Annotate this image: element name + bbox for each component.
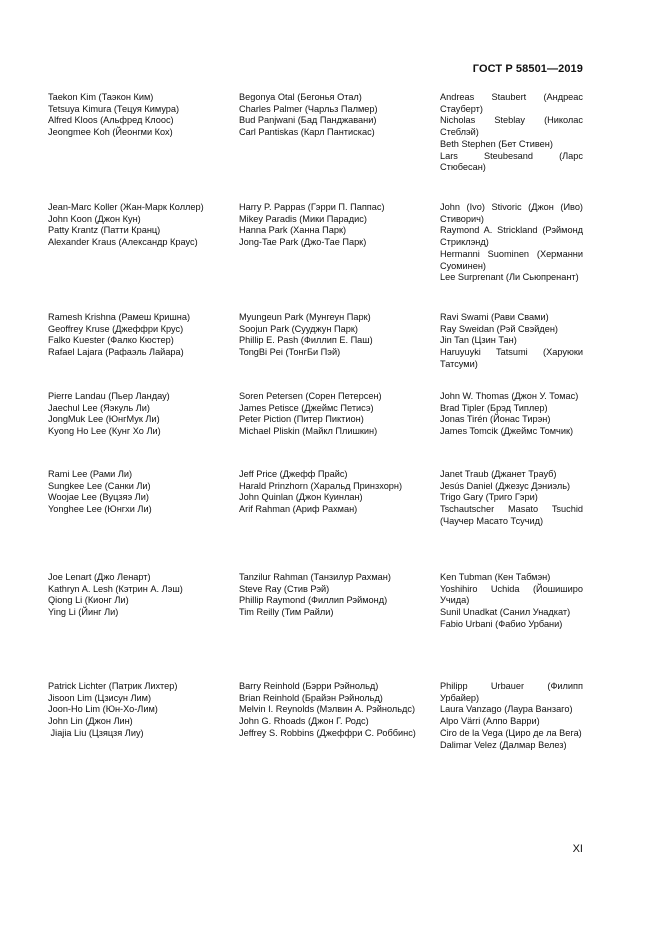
contributor-name: Ray Sweidan (Рэй Свэйден) (440, 323, 558, 334)
contributor-name: Alexander Kraus (Александр Краус) (48, 237, 198, 248)
contributor-name: Pierre Landau (Пьер Ландау) (48, 391, 170, 401)
contributor-name: Jiajia Liu (Цзяцзя Лиу) (48, 727, 144, 738)
contributor-name: Jean-Marc Koller (Жан-Марк Коллер) (48, 202, 204, 212)
contributor-name: Yonghee Lee (Юнгхи Ли) (48, 504, 152, 515)
contributor-name: Laura Vanzago (Лаура Ванзаго) (440, 704, 573, 715)
contributor-name: Harald Prinzhorn (Харальд Принзхорн) (239, 480, 403, 491)
contributor-name: Sunil Unadkat (Санил Унадкат) (440, 607, 571, 618)
contributor-name: Melvin I. Reynolds (Мэлвин А. Рэйнольдс) (239, 704, 416, 715)
column-left (48, 469, 230, 516)
contributor-name: Haruyuyki Tatsumi (Харуюки Татсуми) (440, 347, 583, 369)
contributor-name: Ken Tubman (Кен Табмэн) (440, 572, 551, 582)
contributor-name: Jonas Tirén (Йонас Тирэн) (440, 414, 551, 425)
contributor-name: Taekon Kim (Таэкон Ким) (48, 92, 154, 102)
column-right (440, 391, 583, 438)
contributor-name: Mikey Paradis (Мики Парадис) (239, 213, 367, 224)
contributor-name: Harry P. Pappas (Гэрри П. Паппас) (239, 202, 385, 212)
contributor-name: Yoshihiro Uchida (Йошиширо Учида) (440, 583, 583, 606)
column-middle (239, 391, 431, 438)
contributor-name: TongBi Pei (ТонгБи Пэй) (239, 347, 341, 358)
contributor-name: Tschautscher Masato Tsuchid (Чаучер Масато Тсучид) (440, 504, 583, 526)
contributor-name: Nicholas Steblay (Николас Стеблэй) (440, 115, 583, 138)
column-middle (239, 202, 431, 249)
contributor-name: Qiong Li (Кионг Ли) (48, 595, 129, 606)
contributor-name: Steve Ray (Стив Рэй) (239, 583, 330, 594)
contributor-name: Myungeun Park (Мунгеун Парк) (239, 312, 371, 322)
contributor-name: Patty Krantz (Патти Кранц) (48, 225, 161, 236)
column-right (440, 681, 583, 751)
column-middle (239, 572, 431, 619)
contributor-name: Fabio Urbani (Фабио Урбани) (440, 618, 563, 629)
contributor-name: Jin Tan (Цзин Тан) (440, 335, 517, 346)
contributor-name: John G. Rhoads (Джон Г. Родс) (239, 716, 369, 727)
contributor-name: Philipp Urbauer (Филипп Урбайер) (440, 681, 583, 703)
contributor-name: Hermanni Suominen (Херманни Суоминен) (440, 248, 583, 271)
contributor-name: Lee Surprenant (Ли Сьюпренант) (440, 272, 579, 283)
contributor-name: Bud Panjwani (Бад Панджавани) (239, 115, 377, 126)
contributor-name: Carl Pantiskas (Карл Пантискас) (239, 127, 375, 138)
contributor-name: Trigo Gary (Триго Гэри) (440, 492, 538, 503)
column-middle (239, 92, 431, 139)
contributor-name: John (Ivo) Stivoric (Джон (Иво) Стиворич) (440, 202, 583, 224)
contributor-name: Tetsuya Kimura (Тецуя Кимура) (48, 103, 180, 114)
contributor-name: Charles Palmer (Чарльз Палмер) (239, 103, 378, 114)
contributor-name: Tim Reilly (Тим Райли) (239, 607, 334, 618)
contributor-name: Hanna Park (Ханна Парк) (239, 225, 347, 236)
contributor-name: Alpo Värri (Алпо Варри) (440, 716, 540, 727)
contributor-name: Sungkee Lee (Санки Ли) (48, 480, 151, 491)
contributor-name: Patrick Lichter (Патрик Лихтер) (48, 681, 178, 691)
contributor-name: James Tomcik (Джеймс Томчик) (440, 426, 574, 437)
contributor-name: Woojae Lee (Вуцзяэ Ли) (48, 492, 149, 503)
contributor-name: Rami Lee (Рами Ли) (48, 469, 133, 479)
column-left (48, 391, 230, 438)
contributor-name: Falko Kuester (Фалко Кюстер) (48, 335, 174, 346)
column-right (440, 572, 583, 631)
contributor-name: John Koon (Джон Кун) (48, 213, 141, 224)
contributor-name: JongMuk Lee (ЮнгМук Ли) (48, 414, 160, 425)
contributor-name: Brian Reinhold (Брайэн Рэйнольд) (239, 692, 383, 703)
column-left (48, 92, 230, 139)
contributor-name: Jaechul Lee (Яэкуль Ли) (48, 402, 150, 413)
contributor-name: Geoffrey Kruse (Джеффри Крус) (48, 323, 184, 334)
contributor-name: Ying Li (Йинг Ли) (48, 607, 119, 618)
contributor-name: Jong-Tae Park (Джо-Тае Парк) (239, 237, 367, 248)
column-middle (239, 681, 431, 740)
contributor-name: John Lin (Джон Лин) (48, 716, 133, 727)
contributor-name: Kathryn A. Lesh (Кэтрин А. Лэш) (48, 583, 183, 594)
contributor-name: James Petisce (Джеймс Петисэ) (239, 402, 374, 413)
standard-header: ГОСТ Р 58501—2019 (472, 63, 583, 75)
contributor-name: Tanzilur Rahman (Танзилур Рахман) (239, 572, 391, 582)
contributor-name: Ciro de la Vega (Циро де ла Вега) (440, 727, 582, 738)
column-middle (239, 312, 431, 359)
contributor-name: Michael Pliskin (Майкл Плишкин) (239, 426, 378, 437)
column-left (48, 681, 230, 740)
contributor-name: Jeongmee Koh (Йеонгми Кох) (48, 127, 173, 138)
column-right (440, 469, 583, 528)
contributor-name: Jeff Price (Джефф Прайс) (239, 469, 348, 479)
contributor-name: Alfred Kloos (Альфред Клоос) (48, 115, 174, 126)
contributor-name: Lars Steubesand (Ларс Стюбесан) (440, 150, 583, 173)
contributor-name: Jeffrey S. Robbins (Джеффри С. Роббинс) (239, 727, 416, 738)
contributor-name: Soren Petersen (Сорен Петерсен) (239, 391, 382, 401)
contributor-name: Arif Rahman (Ариф Рахман) (239, 504, 358, 515)
contributor-name: Andreas Staubert (Андреас Стауберт) (440, 92, 583, 114)
contributor-name: Jisoon Lim (Цзисун Лим) (48, 692, 152, 703)
contributor-name: Phillip E. Pash (Филлип Е. Паш) (239, 335, 373, 346)
column-middle (239, 469, 431, 516)
contributor-name: Ramesh Krishna (Рамеш Кришна) (48, 312, 191, 322)
contributor-name: Raymond A. Strickland (Рэймонд Стриклэнд) (440, 225, 583, 248)
contributor-name: Beth Stephen (Бет Стивен) (440, 138, 553, 149)
page-number: XI (572, 843, 583, 855)
contributor-name: Peter Piction (Питер Пиктион) (239, 414, 364, 425)
contributor-name: Ravi Swami (Рави Свами) (440, 312, 549, 322)
contributor-name: John Quinlan (Джон Куинлан) (239, 492, 363, 503)
contributor-name: Rafael Lajara (Рафаэль Лайара) (48, 347, 184, 358)
contributor-name: Joon-Ho Lim (Юн-Хо-Лим) (48, 704, 158, 715)
column-right (440, 202, 583, 284)
contributor-name: Janet Traub (Джанет Трауб) (440, 469, 557, 479)
column-left (48, 312, 230, 359)
column-right (440, 312, 583, 371)
contributor-name: Soojun Park (Сууджун Парк) (239, 323, 358, 334)
contributor-name: Dalimar Velez (Далмар Велез) (440, 739, 567, 750)
contributor-name: John W. Thomas (Джон У. Томас) (440, 391, 579, 401)
column-right (440, 92, 583, 174)
contributor-name: Kyong Ho Lee (Кунг Хо Ли) (48, 426, 161, 437)
contributor-name: Barry Reinhold (Бэрри Рэйнольд) (239, 681, 379, 691)
contributor-name: Begonya Otal (Бегонья Отал) (239, 92, 362, 102)
contributor-name: Jesús Daniel (Джезус Дэниэль) (440, 480, 571, 491)
contributor-name: Brad Tipler (Брэд Типлер) (440, 402, 548, 413)
contributor-name: Joe Lenart (Джо Ленарт) (48, 572, 151, 582)
column-left (48, 202, 230, 249)
column-left (48, 572, 230, 619)
contributor-name: Phillip Raymond (Филлип Рэймонд) (239, 595, 388, 606)
